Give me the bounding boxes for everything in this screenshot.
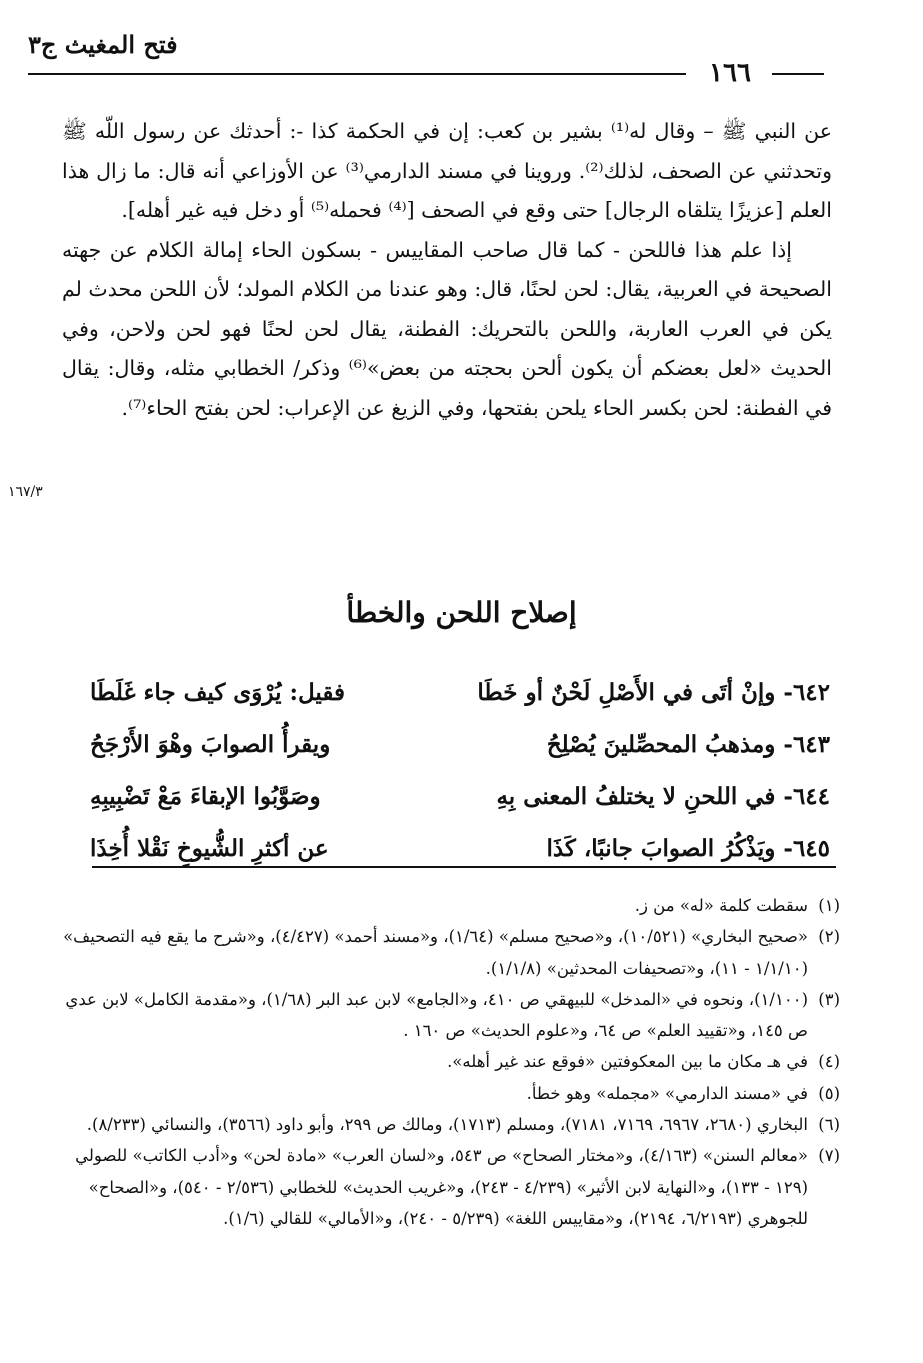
page-number: ١٦٦ <box>709 58 751 88</box>
footnote-number: (٧) <box>818 1146 840 1166</box>
verse-second-hemistich: ويقرأُ الصوابَ وهْوَ الأَرْجَحُ <box>90 730 331 758</box>
footnote <box>62 984 840 1047</box>
footnote <box>62 1078 840 1109</box>
verse-first-hemistich: ٦٤٢- وإنْ أتَى في الأَصْلِ لَحْنٌ أو خَطَا <box>477 678 830 706</box>
footnote-text: في هـ مكان ما بين المعكوفتين «فوقع عند غير أهله». <box>447 1052 808 1072</box>
footnote-text: البخاري (٢٦٨٠، ٦٩٦٧، ٧١٦٩، ٧١٨١)، ومسلم (١٧١٣)، ومالك ص ٢٩٩، وأبو داود (٣٥٦٦)، والنسائي (٨/٢٣٣). <box>86 1115 808 1135</box>
verse-second-hemistich: فقيل: يُرْوَى كيف جاء غَلَطَا <box>90 678 345 706</box>
footnote-separator <box>92 866 836 868</box>
footnote <box>62 890 840 921</box>
header-rule-right <box>772 73 824 75</box>
verse-block <box>90 666 830 874</box>
verse-first-hemistich: ٦٤٤- في اللحنِ لا يختلفُ المعنى بِهِ <box>496 782 830 810</box>
footnote-number: (٣) <box>818 989 840 1009</box>
footnote-text: «صحيح البخاري» (١٠/٥٢١)، و«صحيح مسلم» (١/٦٤)، و«مسند أحمد» (٤/٤٢٧)، و«شرح ما يقع فيه التصحيف» (١/١/١٠ - ١١)، و«تصحيفات المحدثين» (١/١/٨). <box>63 927 808 978</box>
main-text <box>62 112 832 428</box>
footnote-number: (٥) <box>818 1083 840 1103</box>
verse-row <box>90 666 830 718</box>
section-title: إصلاح اللحن والخطأ <box>346 596 577 629</box>
footnote-number: (١) <box>818 896 840 915</box>
footnote <box>62 1140 840 1234</box>
paragraph: عن النبي ﷺ – وقال له⁽¹⁾ بشير بن كعب: إن في الحكمة كذا -: أحدثك عن رسول اللّه ﷺ وتحدثني عن الصحف، لذلك⁽²⁾. وروينا في مسند الدارمي⁽³⁾ عن الأوزاعي أنه قال: ما زال هذا العلم [عزيزًا يتلقاه الرجال] حتى وقع في الصحف [⁽⁴⁾ فحمله⁽⁵⁾ أو دخل فيه غير أهله]. <box>62 119 832 222</box>
footnote-text: في «مسند الدارمي» «مجمله» وهو خطأ. <box>526 1083 808 1103</box>
footnote-number: (٦) <box>818 1115 840 1135</box>
verse-second-hemistich: عن أكثرِ الشُّيوخِ نَقْلا أُخِذَا <box>90 834 329 862</box>
footnote-number: (٢) <box>818 927 840 947</box>
footnote-text: سقطت كلمة «له» من ز. <box>634 896 808 915</box>
header-rule <box>28 73 686 75</box>
paragraph: إذا علم هذا فاللحن - كما قال صاحب المقاييس - بسكون الحاء إمالة الكلام عن جهته الصحيحة في العربية، يقال: لحن لحنًا، قال: وهو عندنا من الكلام المولد؛ لأن اللحن محدث لم يكن في العرب العاربة، واللحن بالتحريك: الفطنة، يقال لحن لحنًا فهو لحن ولاحن، وفي الحديث «لعل بعضكم أن يكون ألحن بحجته من بعض»⁽⁶⁾ وذكر/ الخطابي مثله، وقال: يقال في الفطنة: لحن بكسر الحاء يلحن بفتحها، وفي الزيغ عن الإعراب: لحن بفتح الحاء⁽⁷⁾. <box>62 237 832 420</box>
footnote <box>62 1109 840 1140</box>
verse-first-hemistich: ٦٤٥- ويَذْكُرُ الصوابَ جانبًا، كَذَا <box>546 834 830 862</box>
footnotes <box>62 890 840 1234</box>
footnote-text: (١/١٠٠)، ونحوه في «المدخل» للبيهقي ص ٤١٠، و«الجامع» لابن عبد البر (١/٦٨)، و«مقدمة الكامل» لابن عدي ص ١٤٥، و«تقييد العلم» ص ٦٤، و«علوم الحديث» ص ١٦٠ . <box>65 989 808 1041</box>
footnote <box>62 1046 840 1077</box>
footnote-text: «معالم السنن» (٤/١٦٣)، و«مختار الصحاح» ص ٥٤٣، و«لسان العرب» «مادة لحن» و«أدب الكاتب» للصولي (١٢٩ - ١٣٣)، و«النهاية لابن الأثير» (٤/٢٣٩ - ٢٤٣)، و«غريب الحديث» للخطابي (٢/٥٣٦ - ٥٤٠)، و«الصحاح» للجوهري (٦/٢١٩٣، ٢١٩٤)، و«مقاييس اللغة» (٥/٢٣٩ - ٢٤٠)، و«الأمالي» للقالي (١/٦). <box>75 1146 808 1228</box>
verse-first-hemistich: ٦٤٣- ومذهبُ المحصِّلينَ يُصْلِحُ <box>546 730 830 758</box>
margin-page-reference: ١٦٧/٣ <box>8 484 43 500</box>
footnote-number: (٤) <box>818 1052 840 1072</box>
verse-second-hemistich: وصَوَّبُوا الإبقاءَ مَعْ تَضْبِيبِهِ <box>90 782 321 810</box>
running-title: فتح المغيث ج٣ <box>28 30 178 59</box>
footnote <box>62 921 840 984</box>
verse-row <box>90 718 830 770</box>
verse-row <box>90 770 830 822</box>
